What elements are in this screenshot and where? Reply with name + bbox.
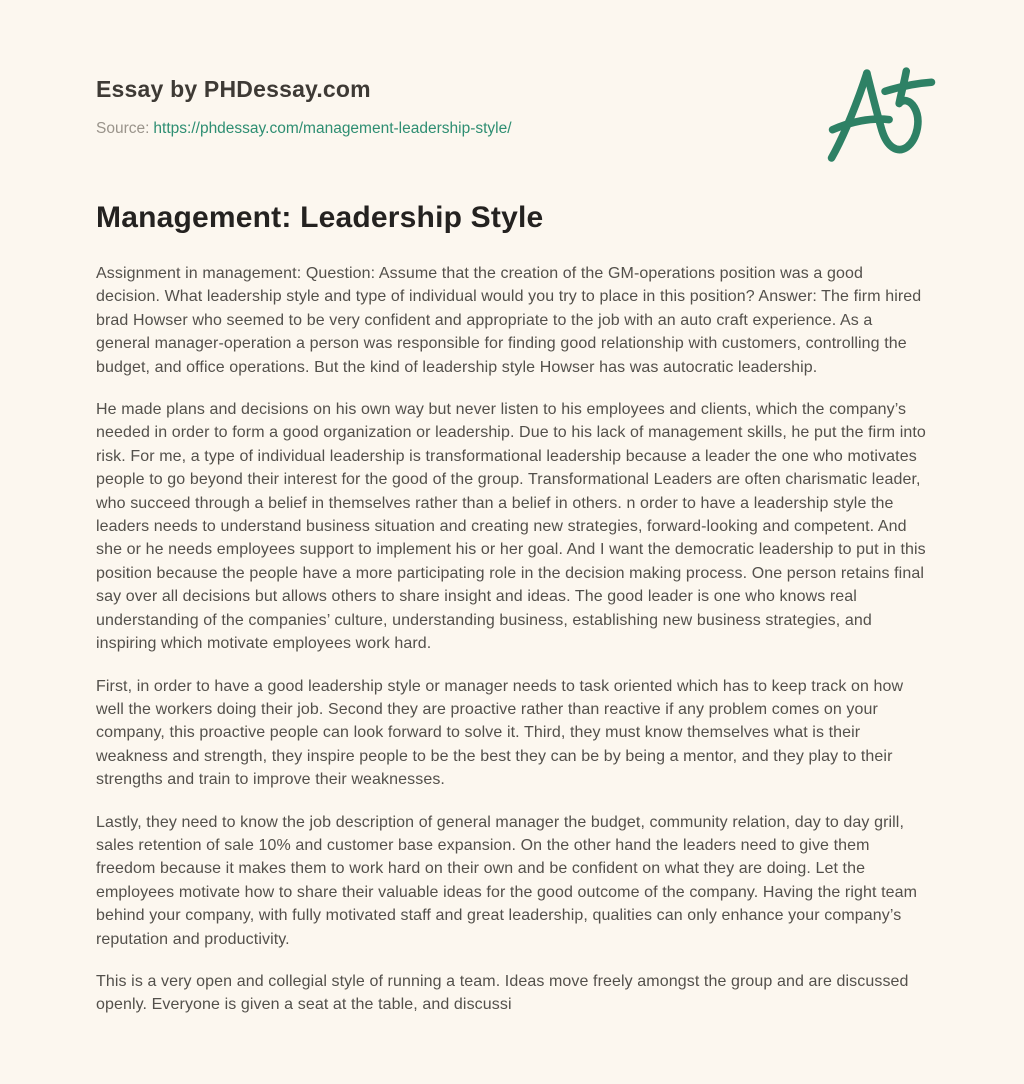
source-label: Source: <box>96 120 150 137</box>
paragraph-2: He made plans and decisions on his own way but never listen to his employees and clients, which the company’s needed in order to form a good organization or leadership. Due to his lack of management skills, he put the firm into risk. For me, a type of individual leadership is transformational leadership because a leader the one who motivates people to go beyond their interest for the good of the group. Transformational Leaders are often charismatic leader, who succeed through a belief in themselves rather than a belief in others. n order to have a leadership style the leaders needs to understand business situation and creating new strategies, forward-looking and competent. And she or he needs employees support to implement his or her goal. And I want the democratic leadership to put in this position because the people have a more participating role in the decision making process. One person retains final say over all decisions but allows others to share insight and ideas. The good leader is one who knows real understanding of the companies’ culture, understanding business, establishing new business strategies, and inspiring which motivate employees work hard. <box>96 401 926 653</box>
site-title: Essay by PHDessay.com <box>96 76 371 102</box>
paragraph-4: Lastly, they need to know the job description of general manager the budget, community relation, day to day grill, sales retention of sale 10% and customer base expansion. On the other hand the leaders need to give them freedom because it makes them to work hard on their own and be confident on what they are doing. Let the employees motivate how to share their valuable ideas for the good outcome of the company. Having the right team behind your company, with fully motivated staff and great leadership, qualities can only enhance your company’s reputation and productivity. <box>96 813 918 948</box>
source-link[interactable]: https://phdessay.com/management-leadership-style/ <box>153 120 512 137</box>
article-body <box>96 262 928 1017</box>
source-row <box>96 120 928 138</box>
paragraph-5-truncated: This is a very open and collegial style of running a team. Ideas move freely amongst the group and are discussed openly. Everyone is given a seat at the table, and discussi <box>96 972 909 1014</box>
phdessay-a-plus-logo-icon <box>822 58 936 164</box>
paragraph-1: Assignment in management: Question: Assume that the creation of the GM-operations position was a good decision. What leadership style and type of individual would you try to place in this position? Answer: The firm hired brad Howser who seemed to be very confident and appropriate to the job with an auto craft experience. As a general manager-operation a person was responsible for finding good relationship with customers, controlling the budget, and office operations. But the kind of leadership style Howser has was autocratic leadership. <box>96 265 922 376</box>
paragraph-3: First, in order to have a good leadership style or manager needs to task oriented which has to keep track on how well the workers doing their job. Second they are proactive rather than reactive if any problem comes on your company, this proactive people can look forward to solve it. Third, they must know themselves what is their weakness and strength, they inspire people to be the best they can be by being a mentor, and they play to their strengths and train to improve their weaknesses. <box>96 677 904 789</box>
page-title: Management: Leadership Style <box>96 201 544 234</box>
